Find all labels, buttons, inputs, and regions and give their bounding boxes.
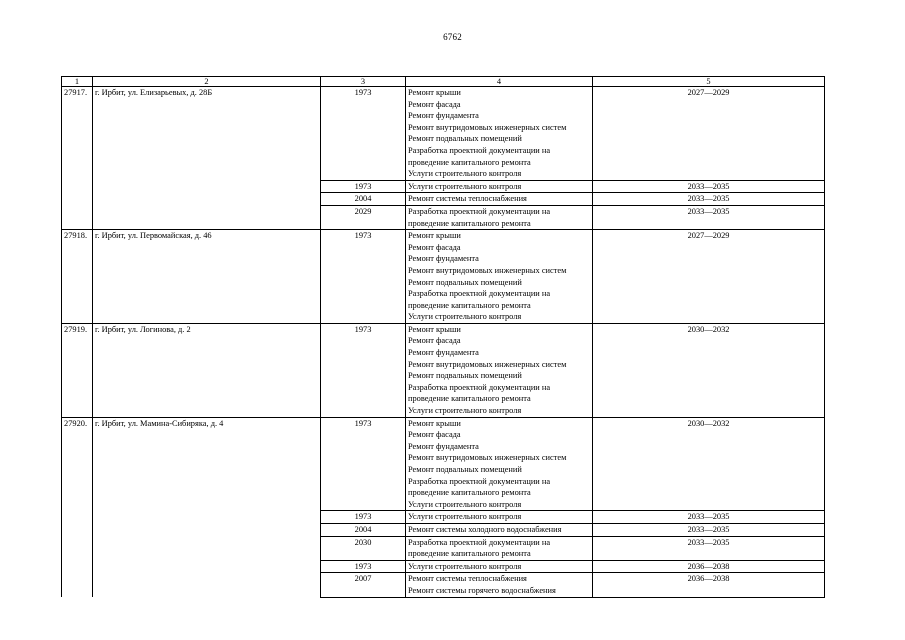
work-item: Разработка проектной документации на (408, 289, 551, 299)
work-item: проведение капитального ремонта (408, 157, 531, 167)
work-item: Разработка проектной документации на (408, 145, 551, 155)
work-item: Ремонт фундамента (408, 254, 479, 264)
object-number: 27919. (62, 323, 93, 417)
column-header: 1 (62, 77, 93, 87)
work-item: Услуги строительного контроля (408, 406, 522, 416)
object-number: 27917. (62, 87, 93, 230)
work-item: Ремонт крыши (408, 88, 461, 97)
column-header: 5 (593, 77, 825, 87)
work-item: Услуги строительного контроля (408, 169, 522, 179)
work-item: Ремонт фундамента (408, 441, 479, 451)
capital-repair-table (61, 76, 825, 598)
work-item: Ремонт фундамента (408, 111, 479, 121)
works-cell (406, 417, 593, 511)
works-cell (406, 536, 593, 560)
address-cell: г. Ирбит, ул. Первомайская, д. 46 (93, 230, 321, 324)
object-number: 27920. (62, 417, 93, 597)
works-cell (406, 205, 593, 229)
year-cell: 2030 (321, 536, 406, 560)
work-item: Ремонт подвальных помещений (408, 465, 522, 474)
work-item: Услуги строительного контроля (408, 561, 522, 571)
period-cell: 2033—2035 (593, 523, 825, 536)
table-row (62, 323, 825, 417)
work-item: Ремонт фасада (408, 99, 461, 109)
period-cell: 2027—2029 (593, 230, 825, 324)
table-row (62, 230, 825, 324)
work-item: Ремонт подвальных помещений (408, 277, 522, 287)
period-cell: 2027—2029 (593, 87, 825, 181)
works-cell (406, 323, 593, 417)
works-cell (406, 230, 593, 324)
works-cell (406, 180, 593, 193)
work-item: Ремонт системы горячего водоснабжения (408, 585, 556, 595)
column-header: 4 (406, 77, 593, 87)
works-cell (406, 511, 593, 524)
year-cell: 1973 (321, 87, 406, 181)
period-cell: 2033—2035 (593, 536, 825, 560)
work-item: Разработка проектной документации на (408, 382, 551, 392)
table-row (62, 417, 825, 511)
period-cell: 2036—2038 (593, 573, 825, 597)
work-item: Ремонт подвальных помещений (408, 371, 522, 381)
work-item: Ремонт подвальных помещений (408, 134, 522, 144)
work-item: Ремонт системы теплоснабжения (408, 194, 527, 204)
work-item: Ремонт крыши (408, 231, 461, 241)
year-cell: 1973 (321, 323, 406, 417)
work-item: проведение капитального ремонта (408, 218, 531, 228)
period-cell: 2033—2035 (593, 193, 825, 206)
page-number: 6762 (443, 32, 462, 42)
object-number: 27918. (62, 230, 93, 324)
year-cell: 1973 (321, 560, 406, 573)
work-item: Ремонт фундамента (408, 348, 479, 358)
address-cell: г. Ирбит, ул. Елизарьевых, д. 28Б (93, 87, 321, 230)
work-item: Ремонт фасада (408, 242, 461, 252)
work-item: проведение капитального ремонта (408, 300, 531, 310)
works-cell (406, 573, 593, 597)
work-item: Ремонт системы холодного водоснабжения (408, 524, 562, 534)
year-cell: 1973 (321, 511, 406, 524)
works-cell (406, 523, 593, 536)
period-cell: 2036—2038 (593, 560, 825, 573)
work-item: Ремонт фасада (408, 336, 461, 346)
work-item: Ремонт внутридомовых инженерных систем (408, 265, 567, 275)
work-item: проведение капитального ремонта (408, 488, 531, 498)
work-item: Ремонт внутридомовых инженерных систем (408, 453, 567, 463)
year-cell: 2004 (321, 193, 406, 206)
period-cell: 2033—2035 (593, 180, 825, 193)
year-cell: 2004 (321, 523, 406, 536)
year-cell: 2029 (321, 205, 406, 229)
work-item: Услуги строительного контроля (408, 512, 522, 522)
work-item: Ремонт фасада (408, 430, 461, 440)
period-cell: 2030—2032 (593, 417, 825, 511)
year-cell: 1973 (321, 230, 406, 324)
address-cell: г. Ирбит, ул. Логинова, д. 2 (93, 323, 321, 417)
work-item: Ремонт внутридомовых инженерных систем (408, 122, 567, 132)
year-cell: 1973 (321, 180, 406, 193)
work-item: Услуги строительного контроля (408, 181, 522, 191)
work-item: Ремонт крыши (408, 418, 461, 428)
period-cell: 2033—2035 (593, 511, 825, 524)
column-header: 3 (321, 77, 406, 87)
column-header: 2 (93, 77, 321, 87)
work-item: Ремонт системы теплоснабжения (408, 574, 527, 584)
address-cell: г. Ирбит, ул. Мамина-Сибиряка, д. 4 (93, 417, 321, 597)
work-item: проведение капитального ремонта (408, 394, 531, 404)
period-cell: 2033—2035 (593, 205, 825, 229)
period-cell: 2030—2032 (593, 323, 825, 417)
header-row (62, 77, 825, 87)
table-row (62, 87, 825, 181)
works-cell (406, 560, 593, 573)
work-item: Услуги строительного контроля (408, 499, 522, 509)
works-cell (406, 193, 593, 206)
year-cell: 1973 (321, 417, 406, 511)
work-item: Ремонт крыши (408, 324, 461, 334)
work-item: Разработка проектной документации на (408, 476, 551, 486)
work-item: проведение капитального ремонта (408, 549, 531, 559)
work-item: Разработка проектной документации на (408, 206, 551, 216)
work-item: Ремонт внутридомовых инженерных систем (408, 359, 567, 369)
work-item: Услуги строительного контроля (408, 312, 522, 322)
year-cell: 2007 (321, 573, 406, 597)
work-item: Разработка проектной документации на (408, 537, 551, 547)
works-cell (406, 87, 593, 181)
